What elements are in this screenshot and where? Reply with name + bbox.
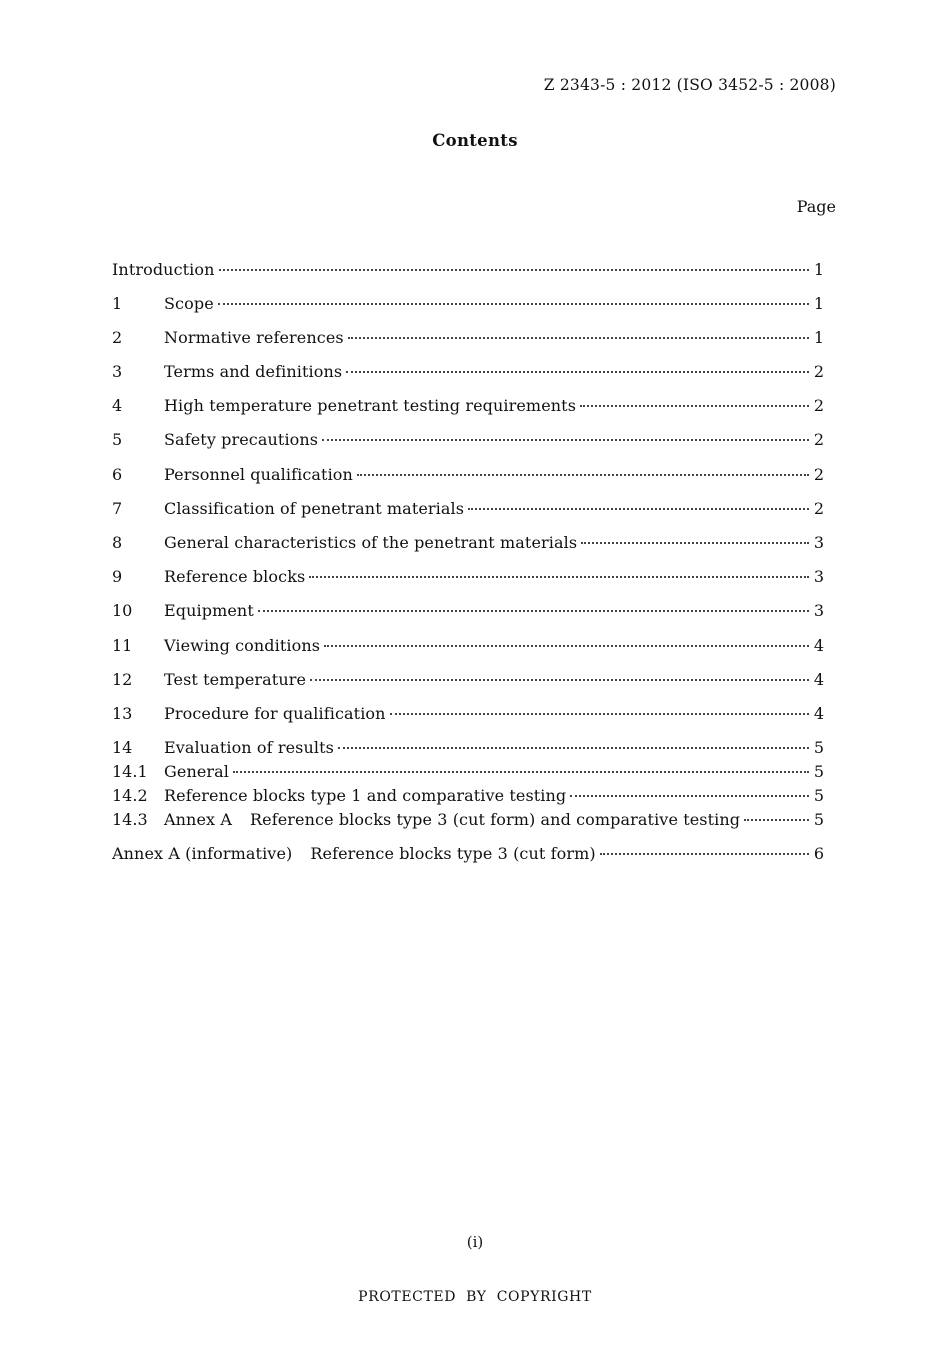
dot-leader (570, 795, 809, 797)
toc-entry-title: General (164, 762, 230, 781)
toc-entry-general-characteristics[interactable] (112, 532, 824, 554)
toc-entry-title: High temperature penetrant testing requirements (164, 396, 577, 415)
toc-entry-title: Equipment (164, 601, 254, 620)
toc-entry-number: 7 (112, 499, 123, 518)
toc-entry-title: Reference blocks (164, 567, 306, 586)
toc-entry-page: 2 (813, 396, 824, 415)
toc-entry-page: 3 (813, 601, 824, 620)
toc-entry-reference-blocks-type-1[interactable] (112, 785, 824, 807)
toc-entry-page: 5 (813, 810, 824, 829)
toc-entry-title (112, 843, 596, 865)
toc-entry-page: 5 (813, 762, 824, 781)
toc-entry-scope[interactable] (112, 293, 824, 315)
dot-leader (468, 508, 809, 510)
dot-leader (324, 645, 809, 647)
dot-leader (348, 337, 809, 339)
dot-leader (218, 303, 809, 305)
toc-entry-title: Personnel qualification (164, 465, 353, 484)
toc-entry-page: 6 (813, 844, 824, 863)
toc-entry-page: 2 (813, 465, 824, 484)
toc-entry-number: 4 (112, 396, 123, 415)
toc-entry-personnel-qualification[interactable] (112, 464, 824, 486)
toc-entry-classification[interactable] (112, 498, 824, 520)
dot-leader (258, 610, 809, 612)
dot-leader (600, 853, 809, 855)
toc-entry-page: 2 (813, 430, 824, 449)
toc-entry-title: Terms and definitions (164, 362, 343, 381)
page-title: Contents (432, 131, 518, 150)
toc-entry-title: General characteristics of the penetrant materials (164, 533, 578, 552)
toc-entry-annex-a[interactable] (112, 843, 824, 865)
toc-entry-introduction[interactable] (112, 259, 824, 281)
dot-leader (581, 542, 809, 544)
toc-entry-general[interactable] (112, 761, 824, 783)
toc-entry-page: 1 (813, 328, 824, 347)
toc-entry-number: 3 (112, 362, 123, 381)
toc-entry-page: 3 (813, 567, 824, 586)
page-column-label: Page (796, 197, 836, 216)
toc-entry-reference-blocks-type-3-comparative[interactable] (112, 809, 824, 831)
toc-entry-title: Procedure for qualification (164, 704, 386, 723)
toc-entry-terms-and-definitions[interactable] (112, 361, 824, 383)
toc-entry-number: 11 (112, 636, 133, 655)
toc-entry-evaluation-of-results[interactable] (112, 737, 824, 759)
toc-entry-title: Introduction (112, 260, 215, 279)
dot-leader (390, 713, 809, 715)
dot-leader (744, 819, 809, 821)
toc-entry-page: 3 (813, 533, 824, 552)
toc-entry-number: 13 (112, 704, 133, 723)
toc-entry-annex-title: Reference blocks type 3 (cut form) (310, 844, 596, 863)
toc-entry-page: 5 (813, 786, 824, 805)
toc-entry-page: 2 (813, 362, 824, 381)
toc-entry-title: Classification of penetrant materials (164, 499, 465, 518)
toc-entry-number: 6 (112, 465, 123, 484)
toc-entry-number: 10 (112, 601, 133, 620)
toc-entry-high-temperature-requirements[interactable] (112, 395, 824, 417)
toc-entry-annex-label: Annex A (164, 810, 232, 829)
toc-entry-title: Safety precautions (164, 430, 319, 449)
toc-entry-title: Reference blocks type 1 and comparative testing (164, 786, 567, 805)
dot-leader (357, 474, 809, 476)
toc-entry-title: Test temperature (164, 670, 307, 689)
toc-entry-viewing-conditions[interactable] (112, 635, 824, 657)
toc-entry-number: 12 (112, 670, 133, 689)
toc-entry-test-temperature[interactable] (112, 669, 824, 691)
toc-entry-title: Viewing conditions (164, 636, 321, 655)
toc-entry-number: 14.1 (112, 762, 148, 781)
toc-entry-annex-title: Reference blocks type 3 (cut form) and comparative testing (250, 810, 741, 829)
toc-entry-number: 2 (112, 328, 123, 347)
dot-leader (219, 269, 809, 271)
toc-entry-page: 4 (813, 636, 824, 655)
toc-entry-number: 8 (112, 533, 123, 552)
copyright-notice: PROTECTED BY COPYRIGHT (358, 1289, 592, 1305)
toc-entry-number: 14 (112, 738, 133, 757)
toc-entry-number: 5 (112, 430, 123, 449)
footer-page-number: (i) (466, 1233, 484, 1251)
toc-entry-number: 14.3 (112, 810, 148, 829)
toc-entry-equipment[interactable] (112, 600, 824, 622)
toc-entry-reference-blocks[interactable] (112, 566, 824, 588)
dot-leader (346, 371, 809, 373)
toc-entry-number: 1 (112, 294, 123, 313)
toc-entry-normative-references[interactable] (112, 327, 824, 349)
toc-entry-procedure-for-qualification[interactable] (112, 703, 824, 725)
toc-entry-page: 2 (813, 499, 824, 518)
toc-entry-number: 14.2 (112, 786, 148, 805)
toc-entry-title: Evaluation of results (164, 738, 334, 757)
toc-entry-page: 4 (813, 670, 824, 689)
toc-entry-page: 5 (813, 738, 824, 757)
dot-leader (310, 679, 809, 681)
toc-entry-number: 9 (112, 567, 123, 586)
dot-leader (233, 771, 809, 773)
toc-entry-title (164, 809, 740, 831)
toc-entry-page: 4 (813, 704, 824, 723)
toc-entry-title: Scope (164, 294, 214, 313)
dot-leader (580, 405, 809, 407)
toc-entry-page: 1 (813, 294, 824, 313)
toc-entry-safety-precautions[interactable] (112, 429, 824, 451)
standard-reference: Z 2343-5 : 2012 (ISO 3452-5 : 2008) (543, 76, 836, 94)
dot-leader (309, 576, 809, 578)
toc-entry-title: Normative references (164, 328, 344, 347)
toc-entry-page: 1 (813, 260, 824, 279)
dot-leader (322, 439, 809, 441)
toc-entry-annex-label: Annex A (informative) (112, 844, 293, 863)
dot-leader (338, 747, 809, 749)
